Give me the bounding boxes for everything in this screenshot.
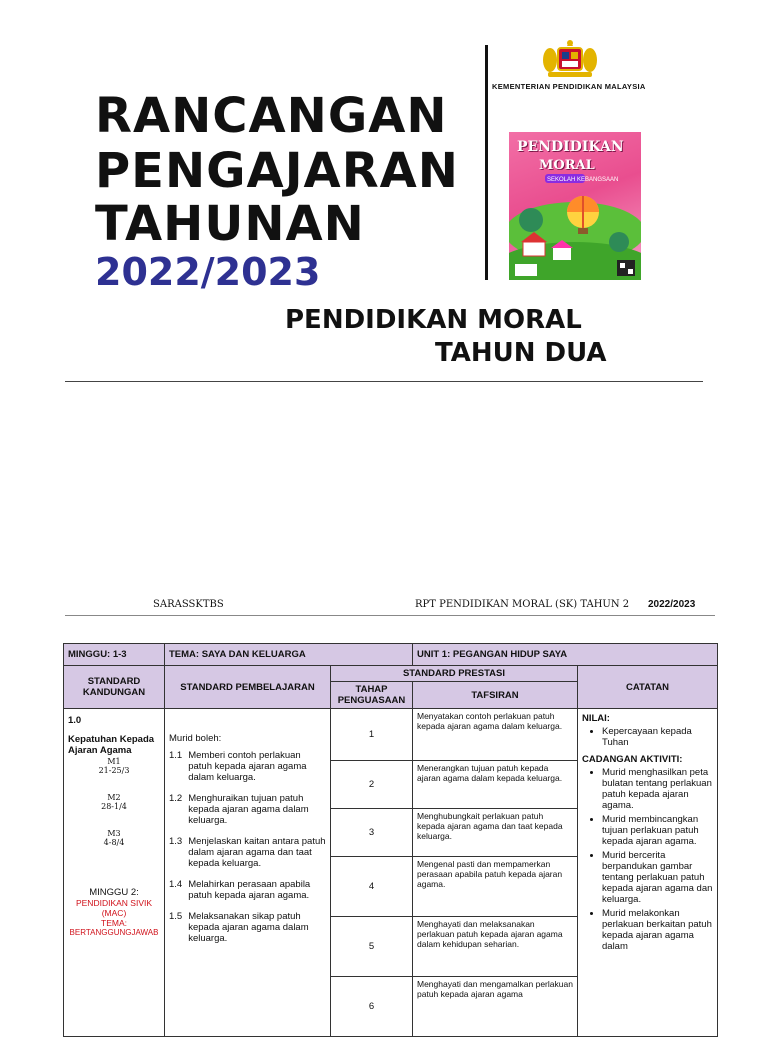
sp-item-number: 1.1	[169, 750, 183, 761]
subject-line-1: PENDIDIKAN MORAL	[285, 305, 582, 335]
tp-cell: 1	[331, 709, 413, 761]
aktiviti-item: • Murid melakonkan perlakuan berkaitan patuh kepada ajaran agama dalam	[602, 908, 713, 952]
tafsiran-cell: Menghayati dan mengamalkan perlakuan patuh kepada ajaran agama	[413, 977, 578, 1037]
col-standard-pembelajaran: STANDARD PEMBELAJARAN	[165, 666, 331, 709]
aktiviti-item: • Murid bercerita berpandukan gambar tentang perlakuan patuh kepada ajaran agama dan keluarga.	[602, 850, 713, 905]
subject-line-2: TAHUN DUA	[435, 338, 607, 368]
cover-rule	[65, 381, 703, 382]
rpt-table	[63, 643, 718, 1037]
tema-cell: TEMA: SAYA DAN KELUARGA	[165, 644, 413, 666]
standard-kandungan-cell	[64, 709, 165, 1037]
sp-item-text: Menjelaskan kaitan antara patuh dalam ajaran agama dan taat kepada keluarga.	[188, 836, 326, 869]
standard-pembelajaran-cell	[165, 709, 331, 1037]
cover-year: 2022/2023	[95, 250, 321, 294]
sp-item-number: 1.3	[169, 836, 183, 847]
tp-cell: 2	[331, 761, 413, 809]
sp-item-number: 1.5	[169, 911, 183, 922]
sp-item-text: Memberi contoh perlakuan patuh kepada ajaran agama dalam keluarga.	[188, 750, 307, 783]
sp-item	[169, 750, 326, 783]
sk-red-2: (MAC)	[101, 907, 127, 918]
nilai-item: • Kepercayaan kepada Tuhan	[602, 726, 713, 748]
sp-item	[169, 911, 326, 944]
catatan-cell	[578, 709, 718, 1037]
tp-cell: 5	[331, 917, 413, 977]
sk-m3: M3	[107, 828, 121, 838]
title-line-2: PENGAJARAN	[95, 143, 459, 199]
sp-item-text: Melaksanakan sikap patuh kepada ajaran agama dalam keluarga.	[188, 911, 309, 944]
sk-m1: M1	[107, 756, 121, 766]
sk-m2: M2	[107, 792, 121, 802]
sk-m1-date: 21-25/3	[98, 765, 130, 775]
sp-item-text: Melahirkan perasaan apabila patuh kepada ajaran agama.	[188, 879, 311, 901]
nilai-label: NILAI:	[582, 713, 610, 724]
header-right: 2022/2023	[648, 599, 696, 610]
unit-cell: UNIT 1: PEGANGAN HIDUP SAYA	[413, 644, 718, 666]
tp-cell: 6	[331, 977, 413, 1037]
tafsiran-cell: Menghayati dan melaksanakan perlakuan patuh kepada ajaran agama dalam kehidupan seharian.	[413, 917, 578, 977]
header-left: SARASSKTBS	[153, 599, 224, 610]
col-standard-prestasi: STANDARD PRESTASI	[331, 666, 578, 682]
malaysia-crest-icon	[540, 38, 600, 80]
tp-cell: 4	[331, 857, 413, 917]
tafsiran-cell: Menerangkan tujuan patuh kepada ajaran agama dalam kepada keluarga.	[413, 761, 578, 809]
header-center: RPT PENDIDIKAN MORAL (SK) TAHUN 2	[415, 599, 630, 610]
minggu-cell: MINGGU: 1-3	[64, 644, 165, 666]
book-title: PENDIDIKAN	[517, 139, 624, 155]
sk-red-1: PENDIDIKAN SIVIK	[75, 897, 153, 908]
sp-item-number: 1.2	[169, 793, 183, 804]
sk-number: 1.0	[68, 715, 82, 726]
tp-cell: 3	[331, 809, 413, 857]
tafsiran-cell: Menyatakan contoh perlakuan patuh kepada ajaran agama dalam keluarga.	[413, 709, 578, 761]
sp-item-number: 1.4	[169, 879, 183, 890]
sp-list	[169, 750, 326, 944]
sk-m3-date: 4-8/4	[103, 837, 125, 847]
header-rule	[65, 615, 715, 616]
tafsiran-cell: Menghubungkait perlakuan patuh kepada ajaran agama dan taat kepada keluarga.	[413, 809, 578, 857]
book-school: SEKOLAH KEBANGSAAN	[547, 177, 619, 183]
aktiviti-label: CADANGAN AKTIVITI:	[582, 754, 683, 765]
sk-m2-date: 28-1/4	[101, 801, 127, 811]
nilai-list	[582, 726, 713, 748]
col-tafsiran: TAFSIRAN	[413, 682, 578, 709]
sp-item-text: Menghuraikan tujuan patuh kepada ajaran agama dalam keluarga.	[188, 793, 309, 826]
textbook-cover-image	[509, 132, 641, 280]
sp-item	[169, 793, 326, 826]
aktiviti-item: • Murid menghasilkan peta bulatan tentang perlakuan patuh kepada ajaran agama.	[602, 767, 713, 811]
tafsiran-cell: Mengenal pasti dan mempamerkan perasaan apabila patuh kepada ajaran agama.	[413, 857, 578, 917]
sk-minggu2: MINGGU 2:	[89, 886, 139, 898]
sk-red-3: TEMA:	[101, 917, 127, 928]
cover-divider	[485, 45, 488, 280]
sk-title: Kepatuhan Kepada Ajaran Agama	[68, 734, 155, 757]
col-tahap-penguasaan: TAHAP PENGUASAAN	[331, 682, 413, 709]
sk-red-4: BERTANGGUNGJAWAB	[69, 927, 159, 937]
title-line-3: TAHUNAN	[95, 196, 365, 252]
ministry-label: KEMENTERIAN PENDIDIKAN MALAYSIA	[492, 82, 646, 91]
book-title-2: MORAL	[539, 158, 595, 173]
sp-intro: Murid boleh:	[169, 733, 222, 744]
col-catatan: CATATAN	[578, 666, 718, 709]
col-standard-kandungan: STANDARD KANDUNGAN	[64, 666, 165, 709]
aktiviti-item: • Murid membincangkan tujuan perlakuan patuh kepada ajaran agama.	[602, 814, 713, 847]
sp-item	[169, 836, 326, 869]
aktiviti-list	[582, 767, 713, 952]
sp-item	[169, 879, 326, 901]
book-illustration-icon	[509, 172, 641, 280]
title-line-1: RANCANGAN	[95, 88, 448, 144]
